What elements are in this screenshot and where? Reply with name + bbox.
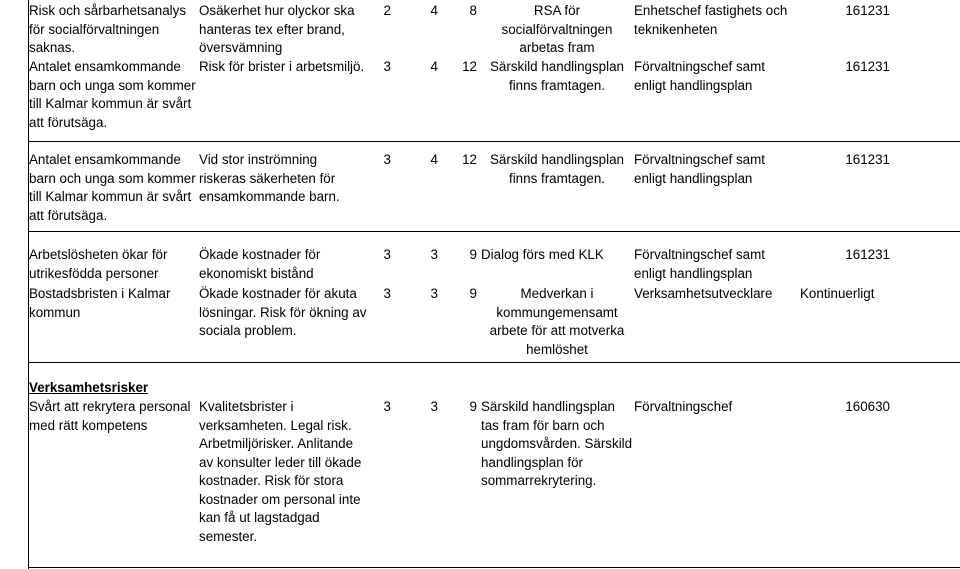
date-cell: 161231 xyxy=(845,247,890,262)
risk-value-cell: 9 xyxy=(469,399,477,414)
risk-cell: Antalet ensamkommande barn och unga som kommer till Kalmar kommun är svårt att förutsäga. xyxy=(29,152,196,223)
impact-cell: 4 xyxy=(430,3,438,18)
probability-cell: 3 xyxy=(383,152,391,167)
risk-value-cell: 12 xyxy=(462,59,477,74)
risk-value-cell: 12 xyxy=(462,152,477,167)
consequence-cell: Ökade kostnader för ekonomiskt bistånd xyxy=(199,247,321,281)
row-divider xyxy=(28,362,960,363)
action-cell: RSA för socialförvaltningen arbetas fram xyxy=(501,3,613,55)
consequence-cell: Osäkerhet hur olyckor ska hanteras tex efter brand, översvämning xyxy=(199,3,355,55)
risk-cell: Antalet ensamkommande barn och unga som kommer till Kalmar kommun är svårt att förutsäga. xyxy=(29,59,196,130)
action-cell: Särskild handlingsplan finns framtagen. xyxy=(490,152,624,186)
impact-cell: 3 xyxy=(430,247,438,262)
action-cell: Medverkan i kommungemensamt arbete för att motverka hemlöshet xyxy=(489,286,625,357)
impact-cell: 3 xyxy=(430,399,438,414)
probability-cell: 2 xyxy=(383,3,391,18)
responsible-cell: Förvaltningschef samt enligt handlingsplan xyxy=(634,59,765,93)
responsible-cell: Förvaltningschef xyxy=(634,399,733,414)
date-cell: Kontinuerligt xyxy=(800,286,875,301)
probability-cell: 3 xyxy=(383,399,391,414)
impact-cell: 3 xyxy=(430,286,438,301)
date-cell: 161231 xyxy=(845,59,890,74)
consequence-cell: Vid stor inströmning riskeras säkerheten för ensamkommande barn. xyxy=(199,152,340,204)
consequence-cell: Ökade kostnader för akuta lösningar. Risk för ökning av sociala problem. xyxy=(199,286,367,338)
date-cell: 161231 xyxy=(845,3,890,18)
action-cell: Dialog förs med KLK xyxy=(481,247,604,262)
action-cell: Särskild handlingsplan finns framtagen. xyxy=(490,59,624,93)
date-cell: 161231 xyxy=(845,152,890,167)
probability-cell: 3 xyxy=(383,59,391,74)
responsible-cell: Verksamhetsutvecklare xyxy=(634,286,773,301)
responsible-cell: Förvaltningschef samt enligt handlingsplan xyxy=(634,247,765,281)
row-divider xyxy=(28,141,960,142)
section-heading: Verksamhetsrisker xyxy=(29,380,149,395)
date-cell: 160630 xyxy=(845,399,890,414)
probability-cell: 3 xyxy=(383,286,391,301)
risk-cell: Risk och sårbarhetsanalys för socialförvaltningen saknas. xyxy=(29,3,187,55)
risk-value-cell: 9 xyxy=(469,247,477,262)
consequence-cell: Risk för brister i arbetsmiljö. xyxy=(199,59,365,74)
row-divider xyxy=(28,231,960,232)
risk-value-cell: 8 xyxy=(469,3,477,18)
risk-cell: Svårt att rekrytera personal med rätt kompetens xyxy=(29,399,191,433)
risk-value-cell: 9 xyxy=(469,286,477,301)
impact-cell: 4 xyxy=(430,152,438,167)
consequence-cell: Kvalitetsbrister i verksamheten. Legal risk. Arbetmiljörisker. Anlitande av konsulter leder till ökade kostnader. Risk för stora kostnader om personal inte kan få ut lagstadgad semester. xyxy=(199,399,362,544)
risk-cell: Bostadsbristen i Kalmar kommun xyxy=(29,286,171,320)
probability-cell: 3 xyxy=(383,247,391,262)
action-cell: Särskild handlingsplan tas fram för barn och ungdomsvården. Särskild handlingsplan för sommarrekrytering. xyxy=(481,399,633,488)
risk-cell: Arbetslösheten ökar för utrikesfödda personer xyxy=(29,247,168,281)
impact-cell: 4 xyxy=(430,59,438,74)
row-divider xyxy=(28,567,960,568)
responsible-cell: Förvaltningschef samt enligt handlingsplan xyxy=(634,152,765,186)
responsible-cell: Enhetschef fastighets och teknikenheten xyxy=(634,3,788,37)
